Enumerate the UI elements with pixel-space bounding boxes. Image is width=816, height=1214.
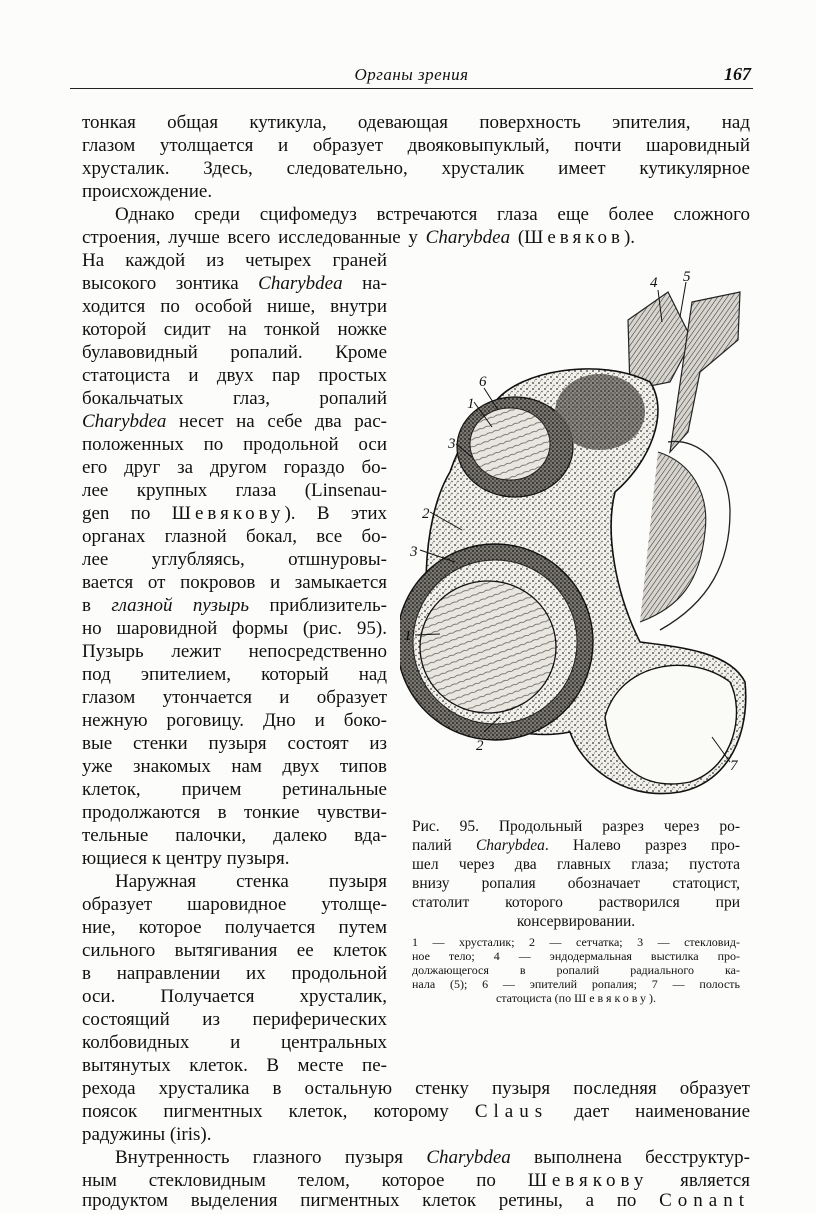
caption-line: консервировании. <box>516 913 636 930</box>
text-line: Наружная стенка пузыря <box>115 871 387 892</box>
figure-label: 6 <box>479 374 487 390</box>
text-line: ходится по особой нише, внутри <box>82 296 387 317</box>
text-line: оси. Получается хрусталик, <box>82 986 387 1007</box>
text-line: нежную роговицу. Дно и боко- <box>82 710 387 731</box>
text-line: ным стекловидным телом, которое по Шевякову является <box>82 1170 750 1191</box>
text-line: Однако среди сцифомедуз встречаются глаза еще более сложного <box>115 204 750 225</box>
text-line: Пузырь лежит непосредственно <box>82 641 387 662</box>
figure-label: 2 <box>476 738 484 754</box>
text-line: продуктом выделения пигментных клеток ретины, а по Conant <box>82 1190 750 1211</box>
text-line: в направлении их продольной <box>82 963 387 984</box>
text-line: сильного вытягивания ее клеток <box>82 940 387 961</box>
text-line: лее углубляясь, отшнуровы- <box>82 549 387 570</box>
caption-line: внизу ропалия обозначает статоцист, <box>412 875 740 892</box>
text-line: хрусталик. Здесь, следовательно, хрусталик имеет кутикулярное <box>82 158 750 179</box>
text-line: которой сидит на тонкой ножке <box>82 319 387 340</box>
text-line: булавовидный ропалий. Кроме <box>82 342 387 363</box>
text-line: вается от покровов и замыкается <box>82 572 387 593</box>
text-line: продолжаются в тонкие чувстви- <box>82 802 387 823</box>
figure-label: 2 <box>422 506 430 522</box>
text-line: бокальчатых глаз, ропалий <box>82 388 387 409</box>
text-line: gen по Шевякову). В этих <box>82 503 387 524</box>
text-line: тельные палочки, далеко вда- <box>82 825 387 846</box>
text-line: клеток, причем ретинальные <box>82 779 387 800</box>
text-line: под эпителием, который над <box>82 664 387 685</box>
legend-line: статоциста (по Шевякову). <box>495 991 657 1005</box>
text-line: лее крупных глаза (Linsenau- <box>82 480 387 501</box>
figure-label: 4 <box>650 275 658 291</box>
text-line: уже знакомых нам двух типов <box>82 756 387 777</box>
rhopalium-stalk <box>628 292 740 630</box>
caption-line: шел через два главных глаза; пустота <box>412 856 740 873</box>
lower-eye <box>400 544 593 740</box>
text-line: в глазной пузырь приблизитель- <box>82 595 387 616</box>
text-line: состоящий из периферических <box>82 1009 387 1030</box>
text-line: органах глазной бокал, все бо- <box>82 526 387 547</box>
text-line: статоциста и двух пар простых <box>82 365 387 386</box>
figure-label: 5 <box>683 269 691 285</box>
text-line: радужины (iris). <box>82 1124 212 1145</box>
text-line: Внутренность глазного пузыря Charybdea выполнена бесструктур- <box>115 1147 750 1168</box>
text-line: глазом утончается и образует <box>82 687 387 708</box>
text-line: но шаровидной формы (рис. 95). <box>82 618 387 639</box>
text-line: На каждой из четырех граней <box>82 250 387 271</box>
figure-label: 3 <box>448 436 456 452</box>
text-line: высокого зонтика Charybdea на- <box>82 273 387 294</box>
text-line: ющиеся к центру пузыря. <box>82 848 290 869</box>
text-line: образует шаровидное утолще- <box>82 894 387 915</box>
text-line: его друг за другом гораздо бо- <box>82 457 387 478</box>
text-line: Charybdea несет на себе два рас- <box>82 411 387 432</box>
text-line: вытянутых клеток. В месте пе- <box>82 1055 387 1076</box>
legend-line: 1 — хрусталик; 2 — сетчатка; 3 — стекловид- <box>412 936 740 949</box>
text-line: колбовидных и центральных <box>82 1032 387 1053</box>
text-line: тонкая общая кутикула, одевающая поверхность эпителия, над <box>82 112 750 133</box>
running-header <box>70 62 753 89</box>
text-line: ние, которое получается путем <box>82 917 387 938</box>
figure-label: 3 <box>410 544 418 560</box>
caption-line: палий Charybdea. Налево разрез про- <box>412 837 740 854</box>
text-line: рехода хрусталика в остальную стенку пузыря последняя образует <box>82 1078 750 1099</box>
text-line: строения, лучше всего исследованные у Charybdea (Шевяков). <box>82 227 636 248</box>
running-title: Органы зрения <box>354 65 469 84</box>
page-number: 167 <box>724 64 751 84</box>
text-line: глазом утолщается и образует двояковыпуклый, почти шаровидный <box>82 135 750 156</box>
figure-label: 1 <box>467 396 475 412</box>
text-line: вые стенки пузыря состоят из <box>82 733 387 754</box>
legend-line: должающегося в ропалий радиального ка- <box>412 964 740 977</box>
figure-label: 7 <box>730 758 738 774</box>
text-line: положенных по продольной оси <box>82 434 387 455</box>
text-line: происхождение. <box>82 181 213 202</box>
caption-line: статолит которого растворился при <box>412 894 740 911</box>
rhopalium-section-figure <box>400 262 760 807</box>
figure-label: 1 <box>404 628 412 644</box>
caption-line: Рис. 95. Продольный разрез через ро- <box>412 818 740 835</box>
legend-line: ное тело; 4 — эндодермальная выстилка про- <box>412 950 740 963</box>
legend-line: нала (5); 6 — эпителий ропалия; 7 — полость <box>412 978 740 991</box>
text-line: поясок пигментных клеток, которому Claus дает наименование <box>82 1101 750 1122</box>
